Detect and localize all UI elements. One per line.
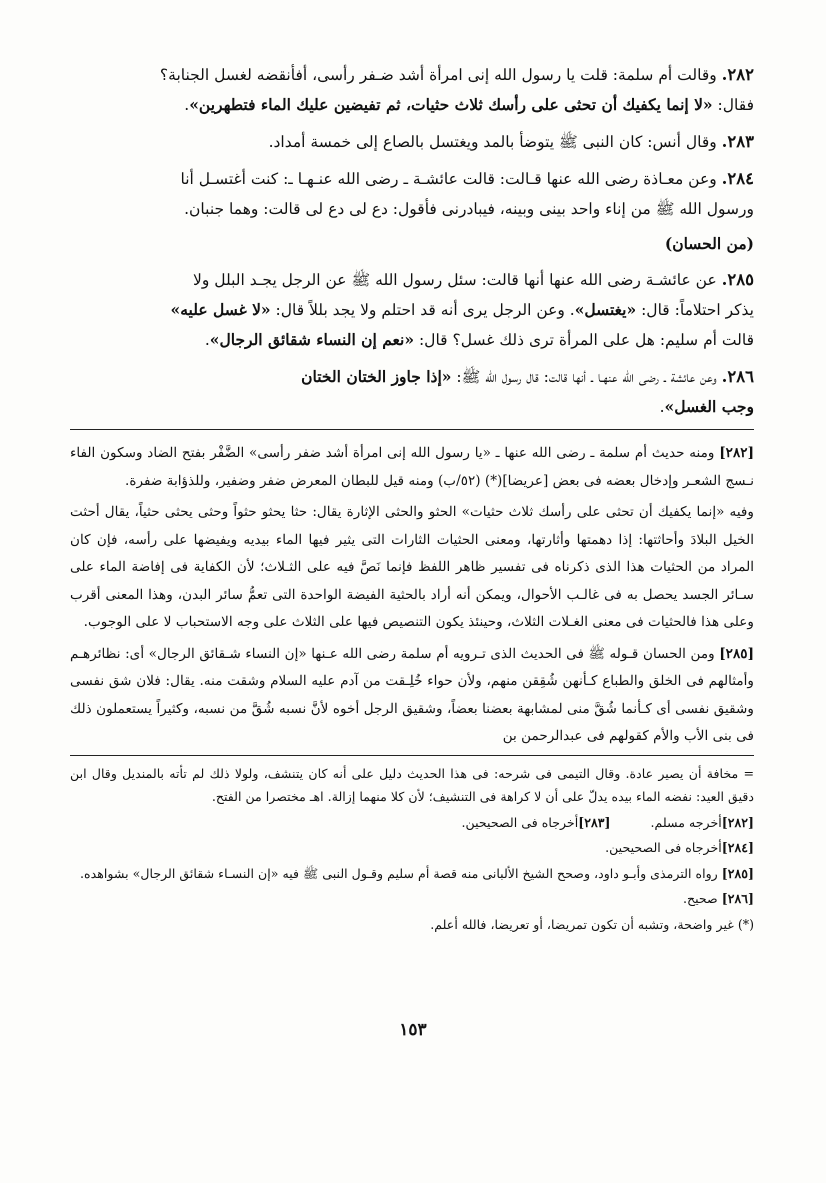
main-divider — [70, 429, 754, 430]
hadith-text: ورسول الله ﷺ من إناء واحد بينى وبينه، فيبادرنى فأقول: دع لى دع لى قالت: وهما جنبان. — [184, 200, 754, 218]
commentary-text: وفيه «إنما يكفيك أن تحثى على رأسك ثلاث حثيات» الحثو والحثى الإثارة يقال: حثا يحثو حثواً وحثى يحثى حثياً، يقال أحثت الخيل البلادَ وأحاثتها: إذا دهمتها وأثارتها، ومعنى الحثيات الثارات التى يثير فيها الماء بيديه ويفيضها على رأسه، فإن كان المراد من الحثيات هذا الذى ذكرناه فى تفسير ظاهر اللفظ فإنما نَصَّ فيه على الثـلاث؛ لأن الكفاية فى إفاضة الماء على سـائر الجسد يحصل به فى غالـب الأحوال، ويمكن أنه أراد بالحثية الفيضة الواحدة التى تعمُّ سائر البدن، وهذا المعنى أقرب وعلى هذا فالحثيات فى معنى الغـلات الثلاث، وحينئذ يكون التنصيص فيها على الثلاث على وجه الاستحباب لا على الوجوب. — [70, 504, 754, 630]
hadith-286 — [70, 362, 754, 422]
hadith-number: ٢٨٤. — [721, 169, 754, 188]
footnote-text: أخرجاه فى الصحيحين. — [605, 840, 722, 855]
footnote-282 — [650, 811, 754, 835]
footnote-ref: [٢٨٤] — [721, 840, 754, 855]
hadith-282 — [70, 60, 754, 120]
hadith-text: يذكر احتلاماً: قال: — [636, 301, 754, 319]
footnote-ref: [٢٨٢] — [721, 814, 754, 830]
hadith-text: قالت أم سليم: هل على المرأة ترى ذلك غسل؟ قال: — [414, 331, 754, 349]
commentary-ref: [٢٨٢] — [719, 445, 754, 461]
footnote-283 — [462, 811, 611, 835]
hadith-number: ٢٨٢. — [721, 65, 754, 84]
punctuation: . — [184, 96, 190, 114]
hadith-text: فقال: — [712, 96, 754, 114]
footnote-285 — [70, 862, 754, 886]
commentary-section — [70, 440, 754, 751]
hadith-text: . وعن الرجل يرى أنه قد احتلم ولا يجد بللاً قال: — [270, 301, 575, 319]
footnote-284 — [70, 836, 754, 860]
prophetic-quote: «لا إنما يكفيك أن تحثى على رأسك ثلاث حثيات، ثم تفيضين عليك الماء فتطهرين» — [189, 95, 713, 114]
footnote-ref: [٢٨٣] — [578, 814, 611, 830]
footnote-286 — [70, 887, 754, 911]
hadith-284 — [70, 164, 754, 224]
footnote-text: رواه الترمذى وأبـو داود، وصحح الشيخ الألبانى منه قصة أم سليم وقـول النبى ﷺ فيه «إن النسـاء شقائق الرجال» بشواهده. — [80, 865, 718, 881]
prophetic-quote: «يغتسل» — [574, 300, 637, 319]
page-number: ١٥٣ — [399, 1020, 427, 1040]
commentary-paragraph — [70, 440, 754, 495]
hadith-285 — [70, 265, 754, 355]
prophetic-quote: «نعم إن النساء شقائق الرجال» — [209, 330, 415, 349]
prophetic-quote: وجب الغسل» — [664, 397, 754, 416]
hadith-text: وعن عائشة ـ رضى الله عنهـا ـ أنها قالت: قال رسول الله ﷺ: — [451, 368, 717, 386]
hadith-number: ٢٨٥. — [721, 270, 754, 289]
commentary-text: ومن الحسان قـوله ﷺ فى الحديث الذى تـرويه أم سلمة رضى الله عـنها «إن النساء شـقائق الرجال» أى: نظائرهـم وأمثالهم فى الخلق والطباع كـأنهن شُقِقن منهم، ولأن حواء خُلِـقت من آدم عليه السلام وشقت منه. يقال: فلان شق نفسى وشقيق نفسى أى كـأنما شُقَّ منى لمشابهة بعضنا بعضاً، وشقيق الرجل أخوه لأنَّ نسبه شُقَّ من نسبه، وكثيراً يستعملون ذلك فى بنى الأب والأم كقولهم فى عبدالرحمن بن — [70, 645, 754, 744]
footnote-text: غير واضحة، وتشبه أن تكون تمريضا، أو تعريضا، فالله أعلم. — [430, 916, 734, 932]
hadith-number: ٢٨٦. — [721, 367, 754, 386]
footnotes-section — [70, 762, 754, 937]
footnote-ref: [٢٨٥] — [721, 865, 754, 881]
punctuation: . — [204, 331, 210, 349]
commentary-text: ومنه حديث أم سلمة ـ رضى الله عنها ـ «يا رسول الله إنى امرأة أشد ضفر رأسى» الضَّفْر بفتح الضاد وسكون الفاء نـسج الشعـر وإدخال بعضه فى بعض [عريضا](*) (٥٢/ب) ومنه قيل للبطان المعرض ضفر وضفير، وللذؤابة ضفرة. — [70, 445, 754, 489]
footnote-text: صحيح. — [682, 891, 718, 906]
commentary-ref: [٢٨٥] — [719, 645, 754, 662]
footnote-row — [70, 811, 754, 835]
hadith-text: عن عائشـة رضى الله عنها أنها قالت: سئل رسول الله ﷺ عن الرجل يجـد البلل ولا — [193, 271, 717, 289]
footnote-text: أخرجاه فى الصحيحين. — [461, 814, 579, 830]
hadith-text: وقال أنس: كان النبى ﷺ يتوضأ بالمد ويغتسل بالصاع إلى خمسة أمداد. — [268, 133, 717, 151]
footnote-divider — [70, 755, 754, 756]
commentary-paragraph — [70, 499, 754, 637]
prophetic-quote: «إذا جاوز الختان الختان — [301, 367, 452, 386]
footnote-text: أخرجه مسلم. — [650, 814, 722, 830]
hadith-text: وقالت أم سلمة: قلت يا رسول الله إنى امرأة أشد ضـفر رأسى، أفأنقضه لغسل الجنابة؟ — [159, 66, 717, 84]
commentary-paragraph — [70, 641, 754, 751]
hadith-number: ٢٨٣. — [721, 132, 754, 151]
prophetic-quote: «لا غسل عليه» — [170, 300, 271, 319]
footnote-continuation: = مخافة أن يصير عادة. وقال التيمى فى شرحه: فى هذا الحديث دليل على أنه كان يتنشف، ولولا ذلك لم تأته بالمنديل وقال ابن دقيق العيد: نفضه الماء بيده يدلّ على أن لا كراهة فى التنشيف؛ لأن كلا منهما إزالة. اهـ مختصرا من الفتح. — [70, 765, 754, 804]
hadith-283 — [70, 127, 754, 157]
footnote-ref: [٢٨٦] — [721, 891, 754, 906]
punctuation: . — [659, 398, 665, 416]
section-title: (من الحسان) — [664, 234, 754, 253]
hadith-text: وعن معـاذة رضى الله عنها قـالت: قالت عائشـة ـ رضى الله عنـهـا ـ: كنت أغتسـل أنا — [180, 170, 717, 188]
footnote-ref: (*) — [737, 916, 754, 932]
footnote-star — [70, 913, 754, 937]
